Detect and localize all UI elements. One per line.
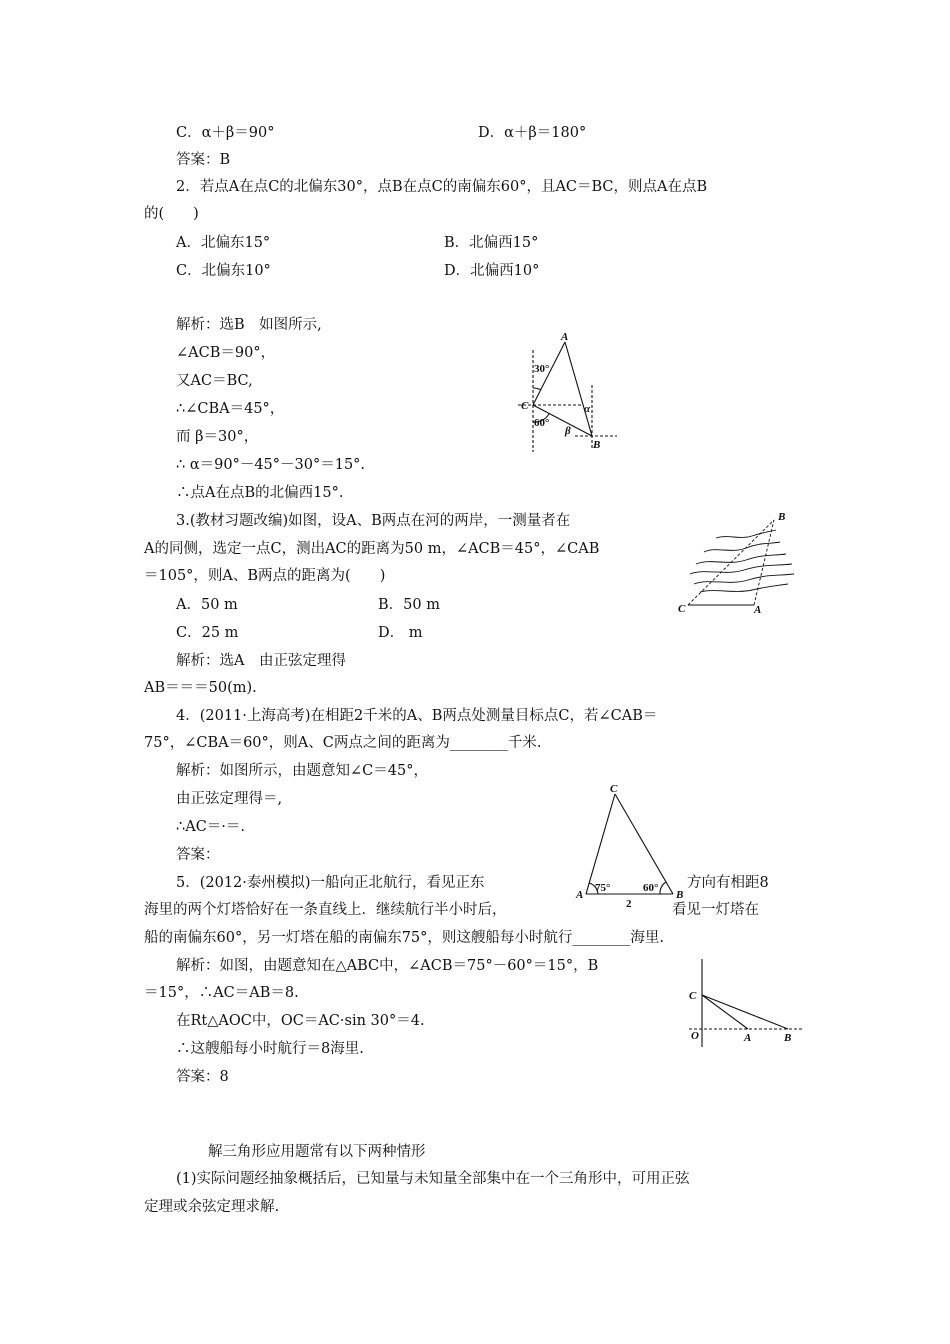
fig3-label-b: B [676,889,684,901]
fig2-label-a: A [754,604,762,616]
solution-q2-2: ∠ACB＝90°， [176,345,276,361]
solution-q2-1: 解析：选B 如图所示, [176,317,322,333]
fig1-angle-60: 60° [534,417,550,429]
option-c-q2: C．北偏东10° [176,263,271,279]
option-d-q1: D．α＋β＝180° [478,125,587,141]
figure-triangle-abc [568,780,688,910]
solution-q2-5: 而 β＝30°， [176,429,259,445]
option-a-q2: A．北偏东15° [176,235,271,251]
question-3-line2: A的同侧，选定一点C，测出AC的距离为50 m，∠ACB＝45°，∠CAB [144,541,600,557]
fig3-label-c: C [610,783,618,795]
question-4-line1: 4．(2011·上海高考)在相距2千米的A、B两点处测量目标点C，若∠CAB＝ [176,708,658,724]
solution-q2-6: ∴ α＝90°－45°－30°＝15°. [176,457,366,473]
fig4-label-b: B [784,1032,792,1044]
question-4-line2: 75°，∠CBA＝60°，则A、C两点之间的距离为________千米. [144,735,542,751]
fig1-label-a: A [561,331,569,343]
summary-item-1-line2: 定理或余弦定理求解. [144,1199,280,1215]
answer-q5: 答案：8 [176,1069,229,1085]
solution-q2-3: 又AC＝BC, [176,373,253,389]
fig4-label-o: O [691,1030,699,1042]
question-5-line3: 船的南偏东60°，另一灯塔在船的南偏东75°，则这艘船每小时航行________海里. [144,930,665,946]
fig3-label-a: A [576,889,584,901]
question-5-line1a: 5．(2012·泰州模拟)一船向正北航行，看见正东 [176,875,485,891]
figure-direction-angles [515,330,625,455]
solution-q5-3: 在Rt△AOC中，OC＝AC·sin 30°＝4. [176,1013,425,1029]
fig1-beta: β [565,425,571,437]
option-b-q3: B．50 m [378,597,440,613]
option-d-q2: D．北偏西10° [444,263,540,279]
solution-q4-3: ∴AC＝·＝. [176,819,246,835]
summary-item-1-line1: (1)实际问题经抽象概括后，已知量与未知量全部集中在一个三角形中，可用正弦 [176,1171,690,1187]
fig3-angle-75: 75° [595,882,611,894]
option-c-q3: C．25 m [176,625,239,641]
option-a-q3: A．50 m [176,597,238,613]
fig1-label-b: B [593,439,601,451]
fig4-label-c: C [689,990,697,1002]
option-d-q3: D． m [378,625,423,641]
question-5-line2b: 看见一灯塔在 [672,902,759,918]
summary-heading: 解三角形应用题常有以下两种情形 [208,1144,426,1160]
option-c-q1: C．α＋β＝90° [176,125,275,141]
solution-q5-1: 解析：如图，由题意知在△ABC中，∠ACB＝75°－60°＝15°，B [176,958,599,974]
fig2-label-c: C [678,603,686,615]
solution-q5-2: ＝15°，∴AC＝AB＝8. [144,985,299,1001]
option-b-q2: B．北偏西15° [444,235,539,251]
fig1-alpha: α [584,403,591,415]
question-5-line1b: 方向有相距8 [687,875,769,891]
figure-ship-lighthouses [684,955,809,1050]
question-3-line3: ＝105°，则A、B两点的距离为( ) [144,568,386,584]
answer-q4: 答案： [176,847,220,863]
fig4-label-a: A [744,1032,752,1044]
figure-river [676,508,806,618]
solution-q2-7: ∴点A在点B的北偏西15°. [176,485,344,501]
fig1-angle-30: 30° [534,363,550,375]
question-2-line2: 的( ) [144,206,199,222]
question-3-line1: 3.(教材习题改编)如图，设A、B两点在河的两岸，一测量者在 [176,513,571,529]
solution-q3-1: 解析：选A 由正弦定理得 [176,653,346,669]
solution-q4-1: 解析：如图所示，由题意知∠C＝45°， [176,763,428,779]
question-5-line2a: 海里的两个灯塔恰好在一条直线上．继续航行半小时后， [144,902,507,918]
fig3-side-2: 2 [626,898,632,910]
solution-q3-2: AB＝＝＝50(m). [144,680,257,696]
fig1-label-c: C [521,400,529,412]
question-2-line1: 2．若点A在点C的北偏东30°，点B在点C的南偏东60°，且AC＝BC，则点A在点B [176,179,708,195]
answer-q1: 答案：B [176,152,231,168]
fig2-label-b: B [778,511,786,523]
solution-q2-4: ∴∠CBA＝45°， [176,401,285,417]
solution-q4-2: 由正弦定理得＝, [176,791,283,807]
solution-q5-4: ∴这艘船每小时航行＝8海里. [176,1041,364,1057]
fig3-angle-60: 60° [643,882,659,894]
